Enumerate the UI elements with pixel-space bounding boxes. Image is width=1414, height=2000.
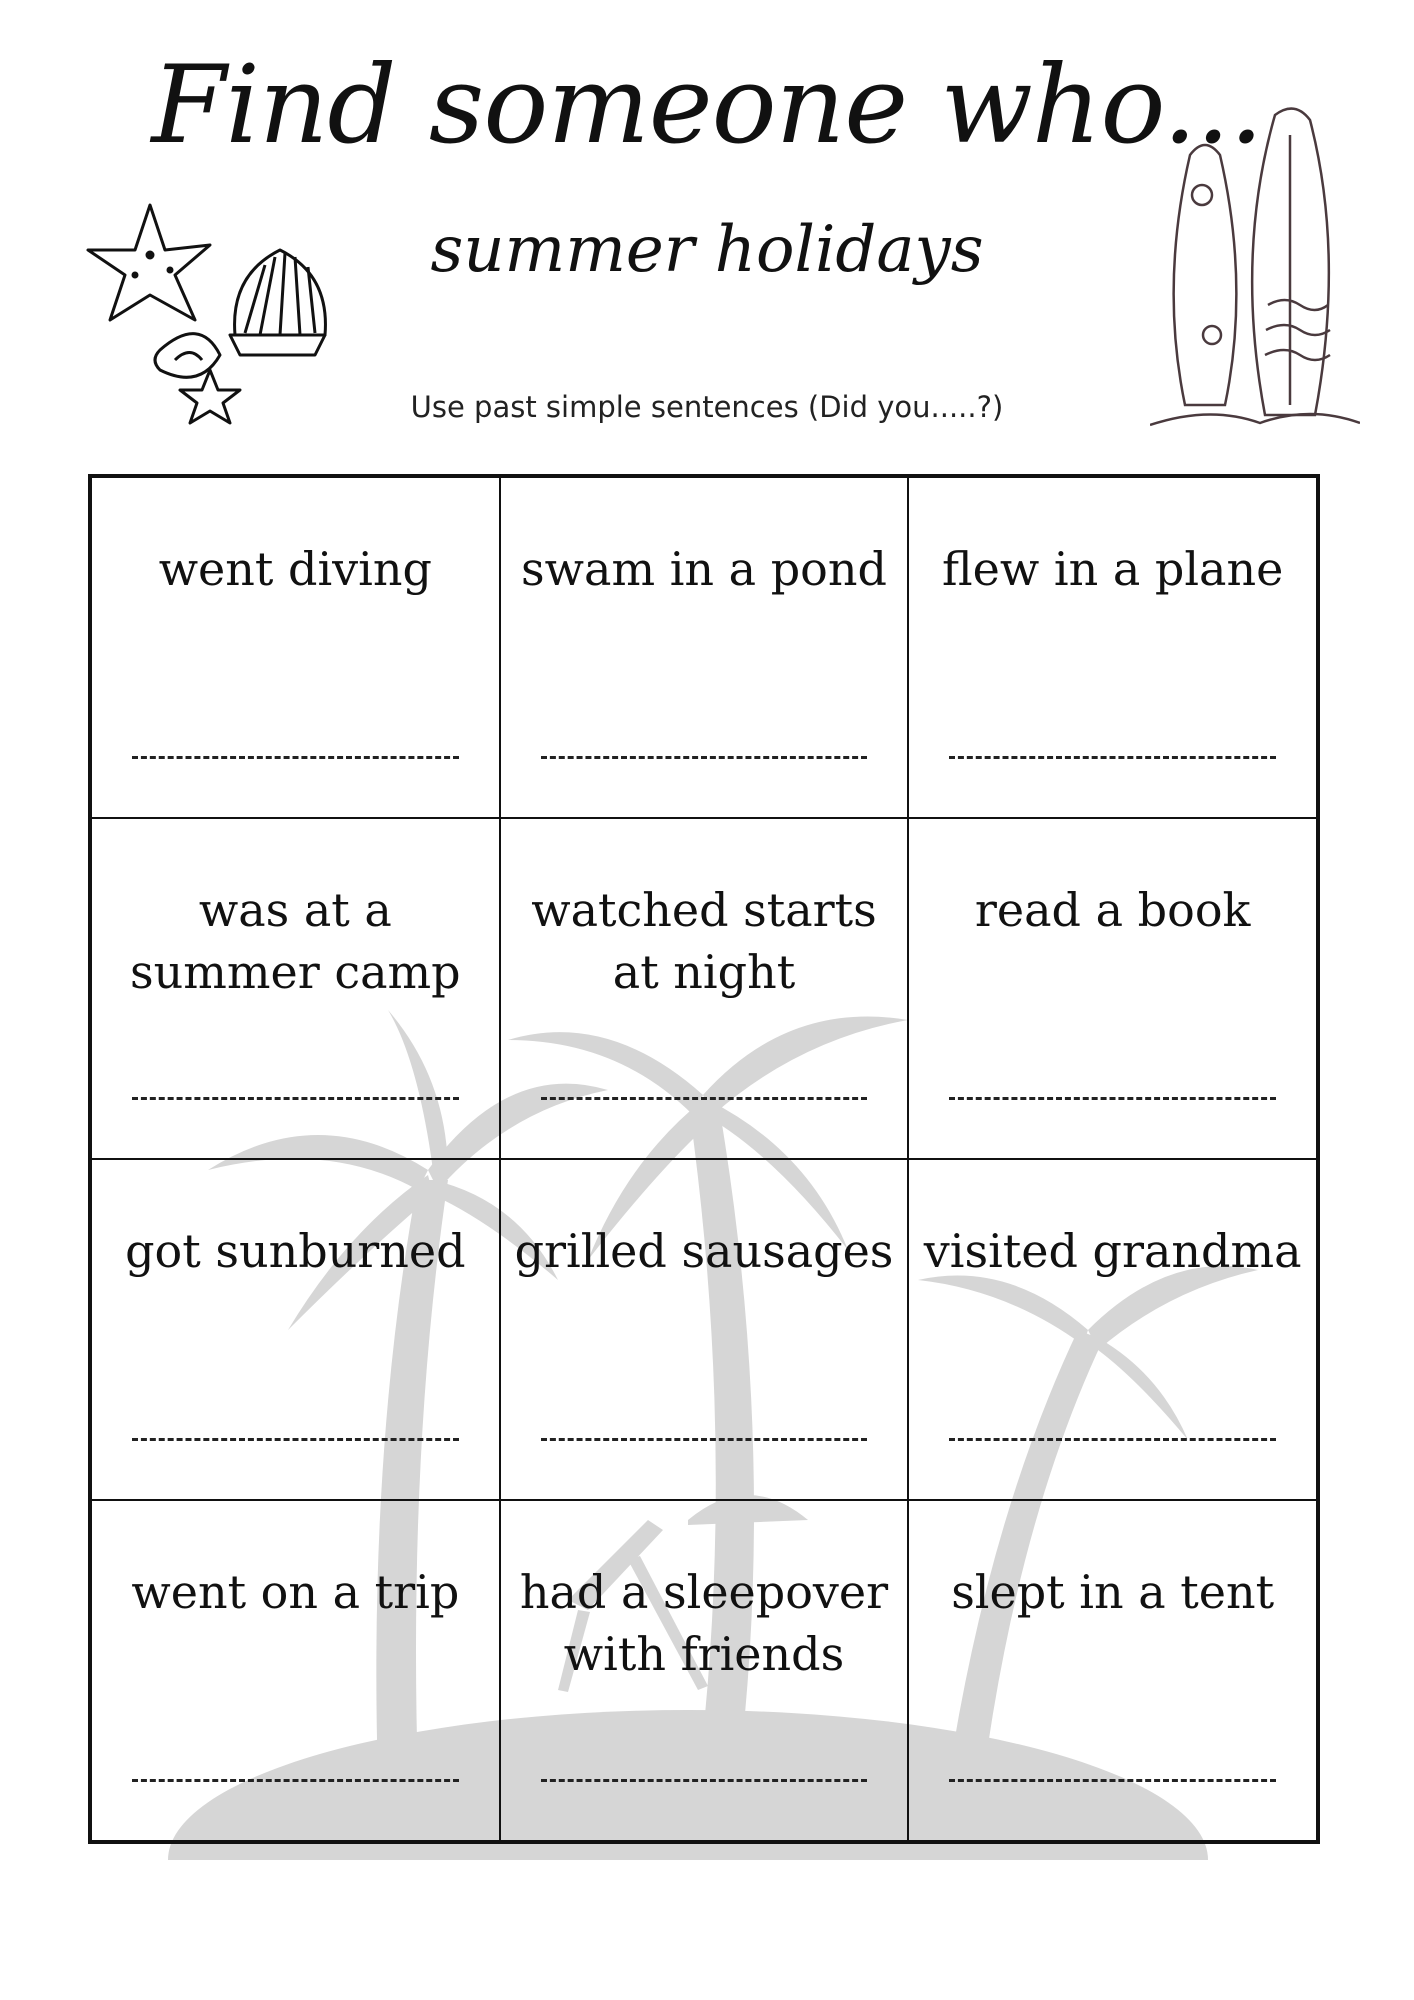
name-answer-line[interactable] [949, 756, 1276, 759]
find-someone-grid [88, 474, 1320, 1844]
cell-prompt-text: went on a trip [131, 1565, 460, 1619]
page-title: Find someone who... [151, 43, 1263, 168]
cell-prompt-text: slept in a tent [951, 1565, 1275, 1619]
cell-prompt-text: grilled sausages [514, 1224, 894, 1278]
grid-cell [91, 1159, 500, 1500]
cell-prompt-text: flew in a plane [941, 542, 1284, 596]
grid-cell [500, 818, 909, 1159]
grid-cell [908, 1159, 1317, 1500]
grid-cell [91, 1500, 500, 1841]
grid-cell [908, 818, 1317, 1159]
grid-cell [908, 477, 1317, 818]
cell-prompt-text: was at a summer camp [130, 883, 461, 999]
grid-cell [500, 1500, 909, 1841]
name-answer-line[interactable] [132, 1097, 459, 1100]
cell-prompt-text: went diving [158, 542, 432, 596]
cell-prompt-text: swam in a pond [521, 542, 887, 596]
cell-prompt-text: got sunburned [125, 1224, 466, 1278]
name-answer-line[interactable] [132, 756, 459, 759]
surfboards-icon [1150, 105, 1360, 435]
name-answer-line[interactable] [541, 1097, 868, 1100]
grid-cell [908, 1500, 1317, 1841]
name-answer-line[interactable] [541, 1779, 868, 1782]
name-answer-line[interactable] [949, 1097, 1276, 1100]
grid-cell [91, 818, 500, 1159]
name-answer-line[interactable] [949, 1779, 1276, 1782]
page-subtitle: summer holidays [430, 213, 984, 287]
cell-prompt-text: watched starts at night [531, 883, 877, 999]
name-answer-line[interactable] [541, 1438, 868, 1441]
cell-prompt-text: had a sleepover with friends [519, 1565, 889, 1681]
starfish-and-shells-icon [80, 195, 360, 425]
grid-cell [500, 1159, 909, 1500]
name-answer-line[interactable] [949, 1438, 1276, 1441]
name-answer-line[interactable] [132, 1779, 459, 1782]
grid-cell [91, 477, 500, 818]
name-answer-line[interactable] [541, 756, 868, 759]
name-answer-line[interactable] [132, 1438, 459, 1441]
instruction-text: Use past simple sentences (Did you.....?) [410, 390, 1004, 424]
cell-prompt-text: visited grandma [923, 1224, 1302, 1278]
grid-cell [500, 477, 909, 818]
cell-prompt-text: read a book [974, 883, 1251, 937]
